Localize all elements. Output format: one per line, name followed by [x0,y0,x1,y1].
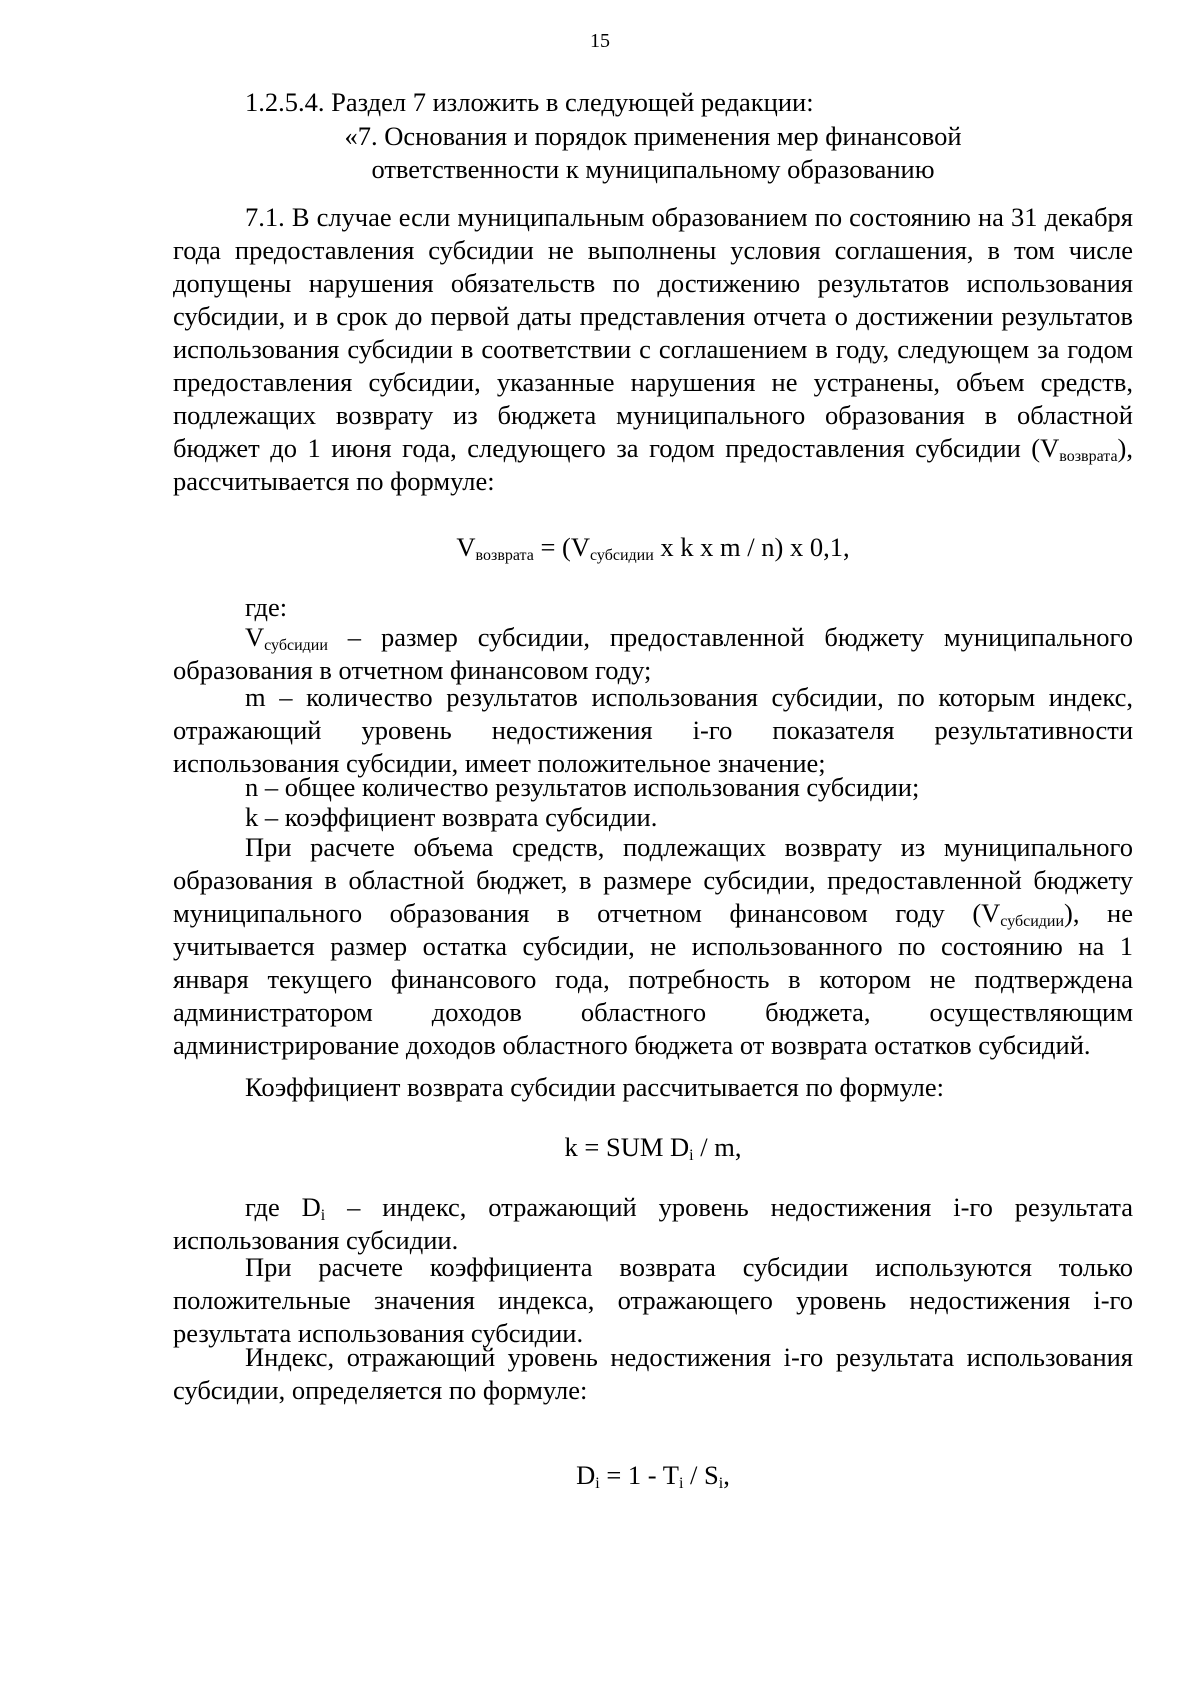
p-where-di-sub: i [320,1207,326,1224]
section-title: 1.2.5.4. Раздел 7 изложить в следующей редакции: [245,87,814,117]
definition-k: k – коэффициент возврата субсидии. [245,802,658,832]
formula3-end: , [723,1460,730,1490]
formula-index [173,1459,1133,1492]
formula1-v: V [456,532,476,562]
p-where-di-before: где D [245,1192,321,1222]
formula-coefficient [173,1131,1133,1164]
formula-return-volume [173,531,1133,564]
formula2-sub: i [689,1147,694,1164]
formula3-mid2: / S [683,1460,719,1490]
heading-line-1: «7. Основания и порядок применения мер финансовой [344,121,962,151]
paragraph-coefficient: Коэффициент возврата субсидии рассчитывается по формуле: [245,1072,945,1102]
def-vsub-text: – размер субсидии, предоставленной бюджету муниципального образования в отчетном финансовом году; [173,622,1133,685]
formula1-mid: = (V [533,532,591,562]
p-calc-before: При расчете объема средств, подлежащих возврату из муниципального образования в областной бюджет, в размере субсидии, предоставленной бюджету муниципального образования в отчетном финансовом году (V [173,832,1133,928]
p-calc-after: ), не учитывается размер остатка субсидии, не использованного по состоянию на 1 января текущего финансового года, потребность в котором не подтверждена администратором доходов областного бюджета, осуществляющим администрирование доходов областного бюджета от возврата остатков субсидий. [173,898,1133,1060]
p71-subscript: возврата [1059,448,1118,465]
definition-n: n – общее количество результатов использования субсидии; [245,772,920,802]
heading-line-2: ответственности к муниципальному образованию [371,154,935,184]
paragraph-where-di [173,1191,1133,1257]
formula1-rest: x k x m / n) x 0,1, [653,532,850,562]
definition-v-subsidy [173,621,1133,687]
p71-text-before: 7.1. В случае если муниципальным образованием по состоянию на 31 декабря года предоставления субсидии не выполнены условия соглашения, в том числе допущены нарушения обязательств по достижению результатов использования субсидии, и в срок до первой даты представления отчета о достижении результатов использования субсидии в соответствии с соглашением в году, следующем за годом предоставления субсидии, указанные нарушения не устранены, объем средств, подлежащих возврату из бюджета муниципального образования в областной бюджет до 1 июня года, следующего за годом предоставления субсидии (V [173,202,1133,463]
formula3-sub3: i [718,1475,724,1492]
section-heading [173,120,1133,186]
definition-m: m – количество результатов использования субсидии, по которым индекс, отражающий уровень недостижения i-го показателя результативности использования субсидии, имеет положительное значение; [173,682,1133,778]
page-number: 15 [590,30,610,52]
formula1-sub2: субсидии [590,547,654,564]
formula3-sub1: i [595,1475,600,1492]
paragraph-index: Индекс, отражающий уровень недостижения i-го результата использования субсидии, определяется по формуле: [173,1342,1133,1405]
formula3-d: D [576,1460,596,1490]
paragraph-7-1 [173,201,1133,498]
formula3-sub2: i [678,1475,684,1492]
formula3-mid: = 1 - T [599,1460,679,1490]
p-where-di-after: – индекс, отражающий уровень недостижения i-го результата использования субсидии. [173,1192,1134,1255]
paragraph-positive-values: При расчете коэффициента возврата субсидии используются только положительные значения индекса, отражающего уровень недостижения i-го результата использования субсидии. [173,1252,1133,1348]
def-vsub-v: V [245,622,265,652]
formula2-before: k = SUM D [564,1132,690,1162]
formula1-sub1: возврата [475,547,534,564]
formula2-after: / m, [693,1132,742,1162]
p-calc-sub: субсидии [1000,913,1065,930]
where-label: где: [245,592,288,622]
paragraph-calculation [173,831,1133,1062]
def-vsub-sub: субсидии [264,637,328,654]
p71-text-after: ), рассчитывается по формуле: [173,433,1133,496]
